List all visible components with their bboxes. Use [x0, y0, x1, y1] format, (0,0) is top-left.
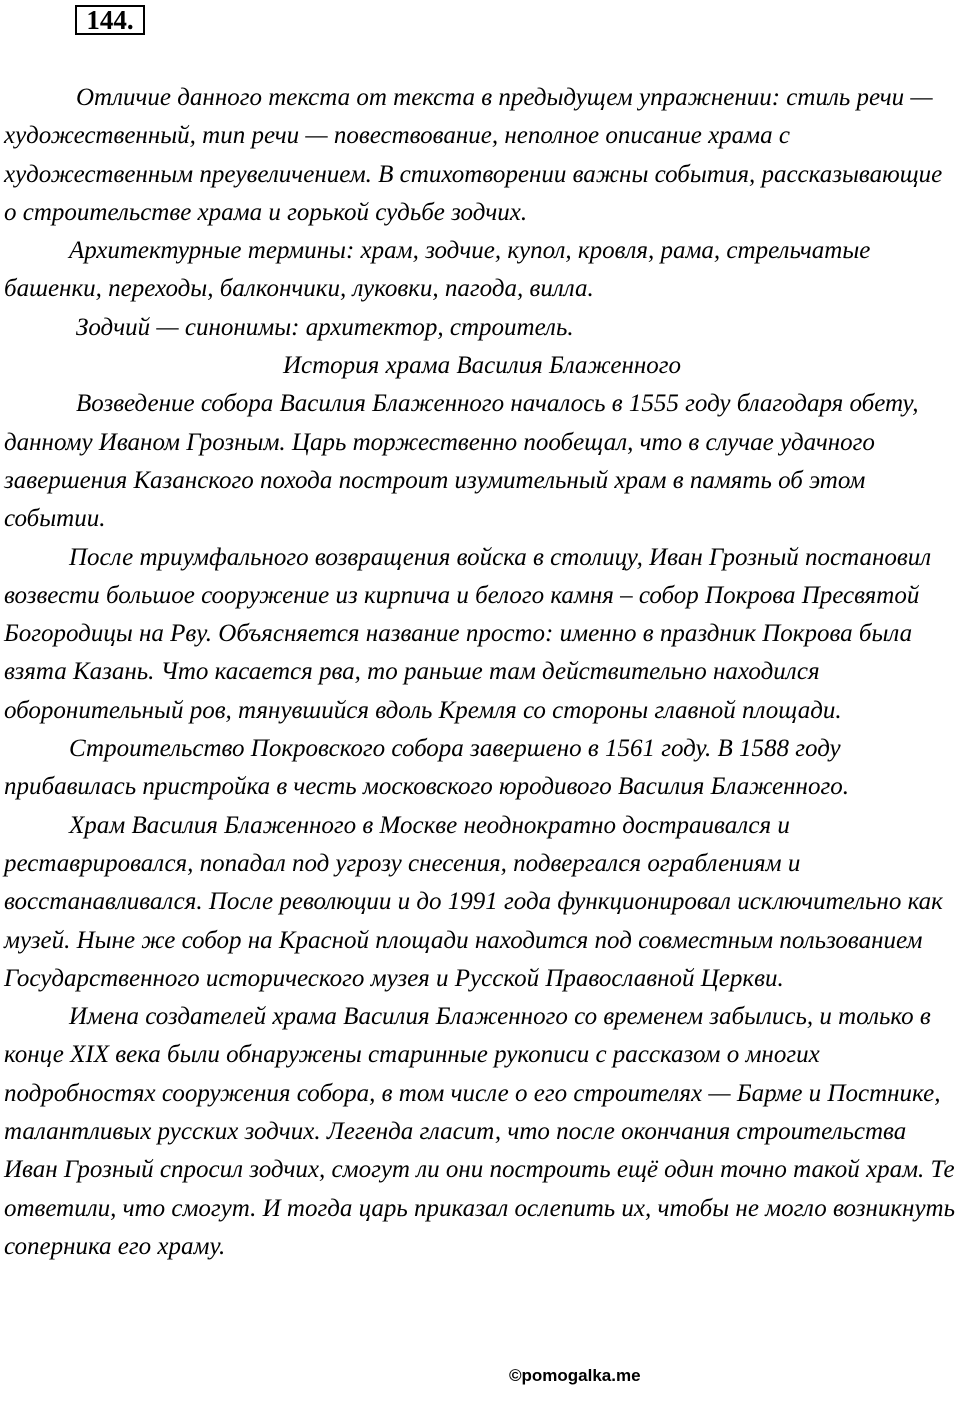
paragraph-text-comparison: Отличие данного текста от текста в предыдущем упражнении: стиль речи — художественный, тип речи — повествование, неполное описание храма с художественным преувеличением. В стихотворении важны события, рассказывающие о строительстве храма и горькой судьбе зодчих. [4, 84, 943, 226]
paragraph-completion: Строительство Покровского собора завершено в 1561 году. В 1588 году прибавилась пристройка в честь московского юродивого Василия Блаженного. [4, 735, 849, 801]
watermark: ©pomogalka.me [509, 1366, 641, 1385]
paragraph-construction-start: Возведение собора Василия Блаженного началось в 1555 году благодаря обету, данному Иваном Грозным. Царь торжественно пообещал, что в случае удачного завершения Казанского похода построит изумительный храм в память об этом событии. [4, 390, 919, 533]
section-title: История храма Василия Блаженного [282, 352, 682, 380]
answer-text [4, 79, 960, 1266]
paragraph-triumph: После триумфального возвращения войска в столицу, Иван Грозный постановил возвести большое сооружение из кирпича и белого камня – собор Покрова Пресвятой Богородицы на Рву. Объясняется название просто: именно в праздник Покрова была взята Казань. Что касается рва, то раньше там действительно находился оборонительный ров, тянувшийся вдоль Кремля со стороны главной площади. [4, 543, 932, 724]
paragraph-synonyms: Зодчий — синонимы: архитектор, строитель. [76, 313, 574, 341]
paragraph-architectural-terms: Архитектурные термины: храм, зодчие, купол, кровля, рама, стрельчатые башенки, переходы, балкончики, луковки, пагода, вилла. [4, 237, 871, 303]
exercise-number: 144. [75, 5, 145, 35]
paragraph-legend: Имена создателей храма Василия Блаженного со временем забылись, и только в конце XIX века были обнаружены старинные рукописи с рассказом о многих подробностях сооружения собора, в том числе о его строителях — Барме и Постнике, талантливых русских зодчих. Легенда гласит, что после окончания строительства Иван Грозный спросил зодчих, смогут ли они построить ещё один точно такой храм. Те ответили, что смогут. И тогда царь приказал ослепить их, чтобы не могло возникнуть соперника его храму. [4, 1003, 955, 1260]
paragraph-restoration: Храм Василия Блаженного в Москве неоднократно достраивался и реставрировался, попадал под угрозу снесения, подвергался ограблениям и восстанавливался. После революции и до 1991 года функционировал исключительно как музей. Ныне же собор на Красной площади находится под совместным пользованием Государственного исторического музея и Русской Православной Церкви. [4, 811, 943, 992]
